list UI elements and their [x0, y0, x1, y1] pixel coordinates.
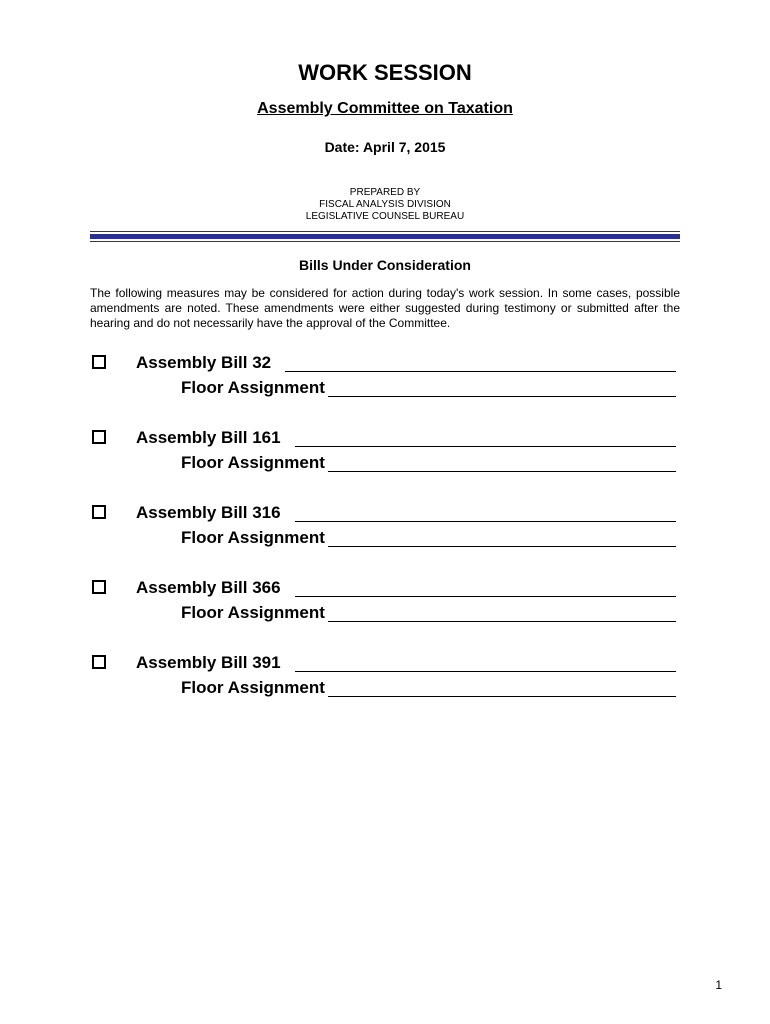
prepared-by-block — [0, 187, 770, 223]
bill-item-ab32 — [92, 355, 682, 411]
bill-blank-line[interactable] — [285, 371, 676, 372]
bill-checkbox[interactable] — [92, 655, 106, 669]
page-title: WORK SESSION — [298, 60, 472, 85]
header-rule-top — [90, 231, 680, 232]
bill-item-ab316 — [92, 505, 682, 561]
bill-blank-line[interactable] — [295, 521, 676, 522]
bill-checkbox[interactable] — [92, 580, 106, 594]
bill-checkbox[interactable] — [92, 355, 106, 369]
bill-label: Assembly Bill 32 — [136, 353, 272, 372]
floor-assignment-blank-line[interactable] — [328, 546, 676, 547]
header-rule-thick — [90, 234, 680, 239]
floor-assignment-blank-line[interactable] — [328, 396, 676, 397]
bill-label: Assembly Bill 391 — [136, 653, 281, 672]
bill-blank-line[interactable] — [295, 671, 676, 672]
bill-item-ab391 — [92, 655, 682, 711]
bill-label: Assembly Bill 161 — [136, 428, 281, 447]
bill-item-ab366 — [92, 580, 682, 636]
floor-assignment-blank-line[interactable] — [328, 696, 676, 697]
page-number: 1 — [715, 978, 722, 992]
bureau-line: LEGISLATIVE COUNSEL BUREAU — [305, 211, 465, 222]
prepared-by-line: PREPARED BY — [349, 187, 421, 198]
header-rule-bottom — [90, 241, 680, 242]
floor-assignment-label: Floor Assignment — [181, 453, 325, 472]
floor-assignment-label: Floor Assignment — [181, 603, 325, 622]
bill-item-ab161 — [92, 430, 682, 486]
session-date: Date: April 7, 2015 — [324, 139, 446, 155]
committee-subtitle: Assembly Committee on Taxation — [257, 100, 513, 117]
division-line: FISCAL ANALYSIS DIVISION — [319, 199, 451, 210]
section-heading: Bills Under Consideration — [299, 257, 471, 273]
floor-assignment-blank-line[interactable] — [328, 471, 676, 472]
bill-blank-line[interactable] — [295, 596, 676, 597]
bill-checkbox[interactable] — [92, 430, 106, 444]
floor-assignment-label: Floor Assignment — [181, 378, 325, 397]
bill-label: Assembly Bill 366 — [136, 578, 281, 597]
bill-checkbox[interactable] — [92, 505, 106, 519]
floor-assignment-label: Floor Assignment — [181, 528, 325, 547]
bill-label: Assembly Bill 316 — [136, 503, 281, 522]
bill-blank-line[interactable] — [295, 446, 676, 447]
intro-paragraph: The following measures may be considered for action during today's work session. In some cases, possible amendments are noted. These amendments were either suggested during testimony or submitted after the hearing and do not necessarily have the approval of the Committee. — [90, 286, 680, 330]
floor-assignment-blank-line[interactable] — [328, 621, 676, 622]
floor-assignment-label: Floor Assignment — [181, 678, 325, 697]
